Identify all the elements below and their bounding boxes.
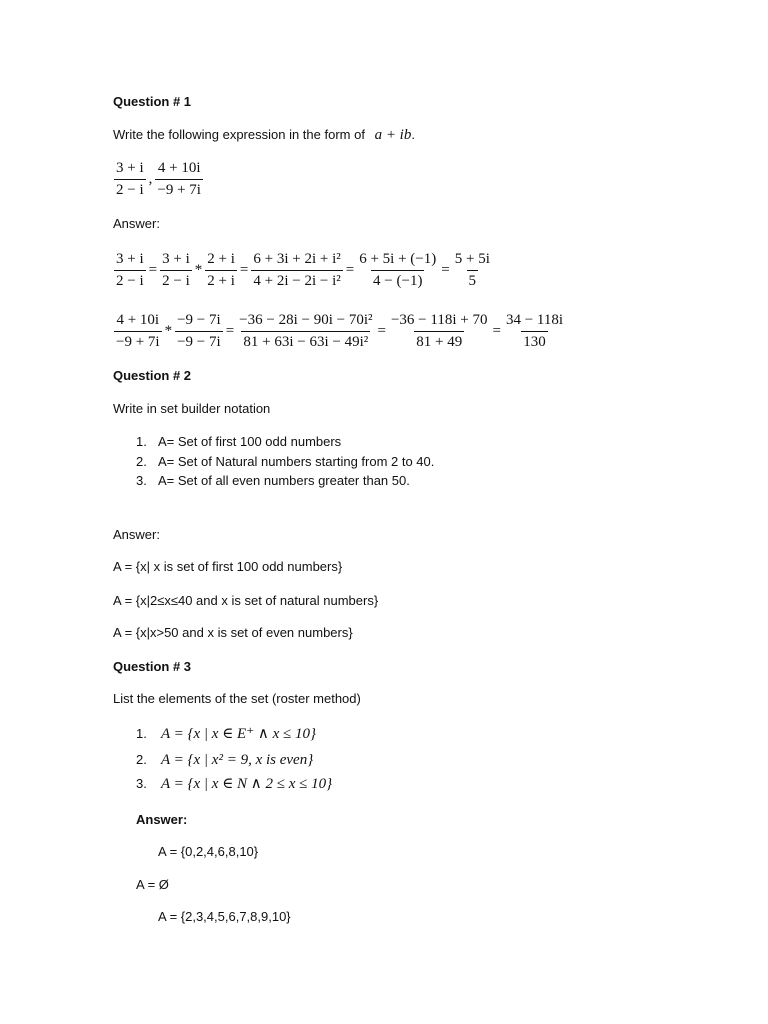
- list-text: A= Set of first 100 odd numbers: [158, 434, 342, 449]
- fraction: [251, 251, 342, 290]
- question-3-prompt: List the elements of the set (roster method): [113, 691, 361, 706]
- list-number: 3.: [136, 776, 147, 791]
- question-1-prompt: [113, 127, 415, 143]
- numerator: 3 + i: [116, 251, 144, 267]
- question-2-answer-2: A = {x|2≤x≤40 and x is set of natural numbers}: [113, 593, 379, 608]
- fraction: [160, 251, 192, 290]
- numerator: 6 + 5i + (−1): [359, 251, 437, 267]
- numerator: −36 − 118i + 70: [390, 312, 488, 328]
- denominator: 81 + 49: [414, 331, 464, 351]
- question-3-answer-3: A = {2,3,4,5,6,7,8,9,10}: [158, 909, 291, 924]
- list-number: 2.: [136, 454, 147, 469]
- fraction: [504, 312, 565, 351]
- numerator: 3 + i: [162, 251, 190, 267]
- fraction: [357, 251, 438, 290]
- numerator: 2 + i: [207, 251, 235, 267]
- form-period: .: [411, 127, 415, 142]
- question-2-heading: Question # 2: [113, 368, 192, 383]
- question-1-answer-label: Answer:: [113, 216, 160, 231]
- operator: =: [225, 323, 235, 339]
- denominator: 4 + 2i − 2i − i²: [251, 270, 342, 290]
- list-text: A= Set of Natural numbers starting from 2 to 40.: [158, 454, 435, 469]
- question-1-expressions: [113, 160, 204, 199]
- set-expression: A = {x | x ∈ N ∧ 2 ≤ x ≤ 10}: [161, 776, 333, 792]
- question-3-answer-label: Answer:: [136, 812, 188, 827]
- fraction: [205, 251, 237, 290]
- list-number: 1.: [136, 434, 147, 449]
- fraction: [389, 312, 490, 351]
- numerator: 4 + 10i: [157, 160, 201, 176]
- numerator: 6 + 3i + 2i + i²: [253, 251, 341, 267]
- form-expression: a + ib: [374, 127, 412, 143]
- denominator: 2 − i: [114, 179, 146, 199]
- fraction: [114, 160, 146, 199]
- operator: =: [148, 262, 158, 278]
- denominator: 2 − i: [160, 270, 192, 290]
- denominator: 5: [467, 270, 479, 290]
- fraction: [114, 251, 146, 290]
- fraction: [175, 312, 223, 351]
- numerator: 5 + 5i: [454, 251, 490, 267]
- question-3-heading: Question # 3: [113, 659, 192, 674]
- set-expression: A = {x | x² = 9, x is even}: [161, 752, 314, 768]
- operator: =: [239, 262, 249, 278]
- fraction: [155, 160, 203, 199]
- operator: =: [377, 323, 386, 339]
- operator: =: [345, 262, 355, 278]
- list-number: 1.: [136, 726, 147, 741]
- operator: =: [492, 323, 501, 339]
- separator: ,: [148, 171, 153, 187]
- denominator: −9 + 7i: [114, 331, 162, 351]
- numerator: 4 + 10i: [116, 312, 160, 328]
- numerator: −9 − 7i: [177, 312, 221, 328]
- question-3-answer-2: A = Ø: [136, 877, 169, 892]
- fraction: [114, 312, 162, 351]
- set-expression: A = {x | x ∈ E⁺ ∧ x ≤ 10}: [161, 726, 317, 742]
- denominator: 81 + 63i − 63i − 49i²: [241, 331, 370, 351]
- numerator: 34 − 118i: [505, 312, 564, 328]
- denominator: 2 − i: [114, 270, 146, 290]
- denominator: 130: [521, 331, 548, 351]
- fraction: [453, 251, 492, 290]
- numerator: −36 − 28i − 90i − 70i²: [239, 312, 373, 328]
- question-2-answer-label: Answer:: [113, 527, 160, 542]
- list-number: 3.: [136, 473, 147, 488]
- denominator: 2 + i: [205, 270, 237, 290]
- prompt-text: Write the following expression in the form of: [113, 127, 365, 142]
- answer-equation-1: [113, 251, 493, 290]
- fraction: [237, 312, 374, 351]
- question-2-answer-3: A = {x|x>50 and x is set of even numbers}: [113, 625, 353, 640]
- question-2-prompt: Write in set builder notation: [113, 401, 271, 416]
- question-2-answer-1: A = {x| x is set of first 100 odd numbers}: [113, 559, 343, 574]
- operator: =: [441, 262, 450, 278]
- denominator: −9 + 7i: [155, 179, 203, 199]
- numerator: 3 + i: [116, 160, 144, 176]
- list-number: 2.: [136, 752, 147, 767]
- denominator: −9 − 7i: [175, 331, 223, 351]
- operator: *: [194, 262, 203, 278]
- list-text: A= Set of all even numbers greater than 50.: [158, 473, 410, 488]
- question-3-answer-1: A = {0,2,4,6,8,10}: [158, 844, 259, 859]
- denominator: 4 − (−1): [371, 270, 424, 290]
- question-1-heading: Question # 1: [113, 94, 192, 109]
- operator: *: [164, 323, 173, 339]
- answer-equation-2: [113, 312, 566, 351]
